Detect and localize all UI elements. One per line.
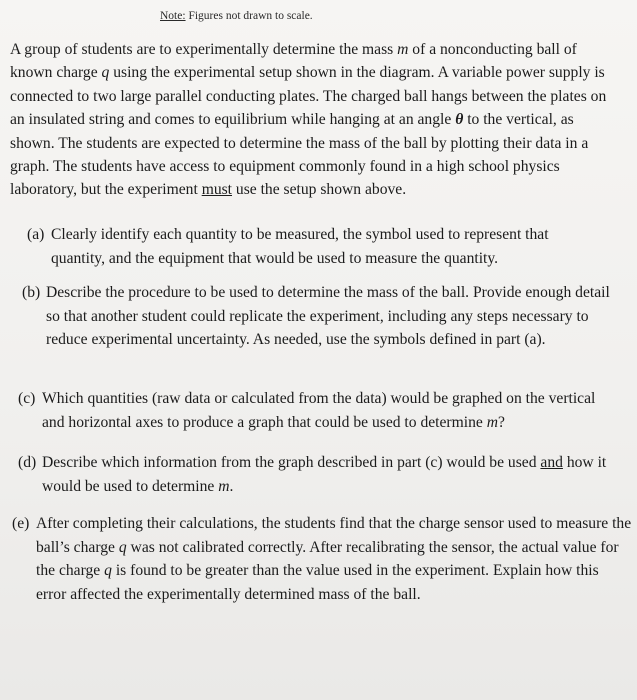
note-text: Figures not drawn to scale.: [185, 10, 313, 22]
intro-text: using the experimental setup shown in the diagram. A variable power supply is connected to two large parallel conducting plates. The charged ball hangs between the plates on an insulated string and comes to equilibrium while hanging at an angle: [10, 64, 607, 129]
symbol-q: q: [101, 64, 110, 82]
question-part-c: [18, 387, 608, 434]
part-d-text-a: Describe which information from the graph described in part (c) would be used: [42, 454, 541, 471]
symbol-m: m: [397, 41, 409, 58]
part-c-text-a: Which quantities (raw data or calculated from the data) would be graphed on the vertical and horizontal axes to produce a graph that could be used to determine: [42, 390, 596, 431]
part-a-text: Clearly identify each quantity to be measured, the symbol used to represent that quantity, and the equipment that would be used to measure the quantity.: [51, 226, 549, 267]
part-e-text-c: is found to be greater than the value used in the experiment. Explain how this error affected the experimentally determined mass of the ball.: [36, 562, 599, 603]
part-e-text-b: was not calibrated correctly. After recalibrating the sensor, the actual value for the charge: [36, 538, 619, 580]
part-c-label: (c): [18, 390, 36, 407]
symbol-q: q: [118, 538, 127, 556]
part-e-text: [12, 512, 632, 606]
emphasis-and: and: [540, 454, 563, 471]
intro-text: use the setup shown above.: [232, 181, 407, 199]
symbol-theta: θ: [455, 111, 464, 129]
part-e-label: (e): [12, 515, 30, 532]
intro-text: A group of students are to experimentally determine the mass: [10, 41, 398, 58]
symbol-m: m: [486, 413, 498, 431]
part-b-text: Describe the procedure to be used to determine the mass of the ball. Provide enough detail so that another student could replicate the experiment, including any steps necessary to reduce experimental uncertainty. As needed, use the symbols defined in part (a).: [46, 284, 610, 349]
symbol-q: q: [104, 562, 112, 580]
intro-paragraph: [10, 38, 616, 202]
symbol-m: m: [218, 477, 230, 495]
intro-text: to the vertical, as shown. The students are expected to determine the mass of the ball by plotting their data in a graph. The students have access to equipment commonly found in a high school physics laboratory, but the experiment: [10, 111, 589, 199]
part-d-text-c: .: [229, 477, 234, 495]
part-b-label: (b): [22, 284, 41, 301]
intro-text: of a nonconducting ball of known charge: [10, 41, 577, 82]
part-c-text: [18, 387, 608, 434]
part-d-text-b: how it would be used to determine: [42, 454, 607, 495]
figure-note: [160, 10, 313, 22]
note-label: Note:: [160, 10, 186, 22]
question-part-d: [18, 451, 608, 498]
question-part-b: [22, 281, 612, 352]
part-d-label: (d): [18, 454, 37, 471]
part-d-text: [18, 451, 608, 498]
question-part-a: [27, 223, 587, 270]
emphasis-must: must: [201, 181, 233, 199]
part-e-text-a: After completing their calculations, the students find that the charge sensor used to measure the ball’s charge: [36, 515, 632, 556]
question-part-e: [12, 512, 632, 606]
part-a-label: (a): [27, 226, 45, 243]
part-c-text-b: ?: [497, 413, 505, 431]
